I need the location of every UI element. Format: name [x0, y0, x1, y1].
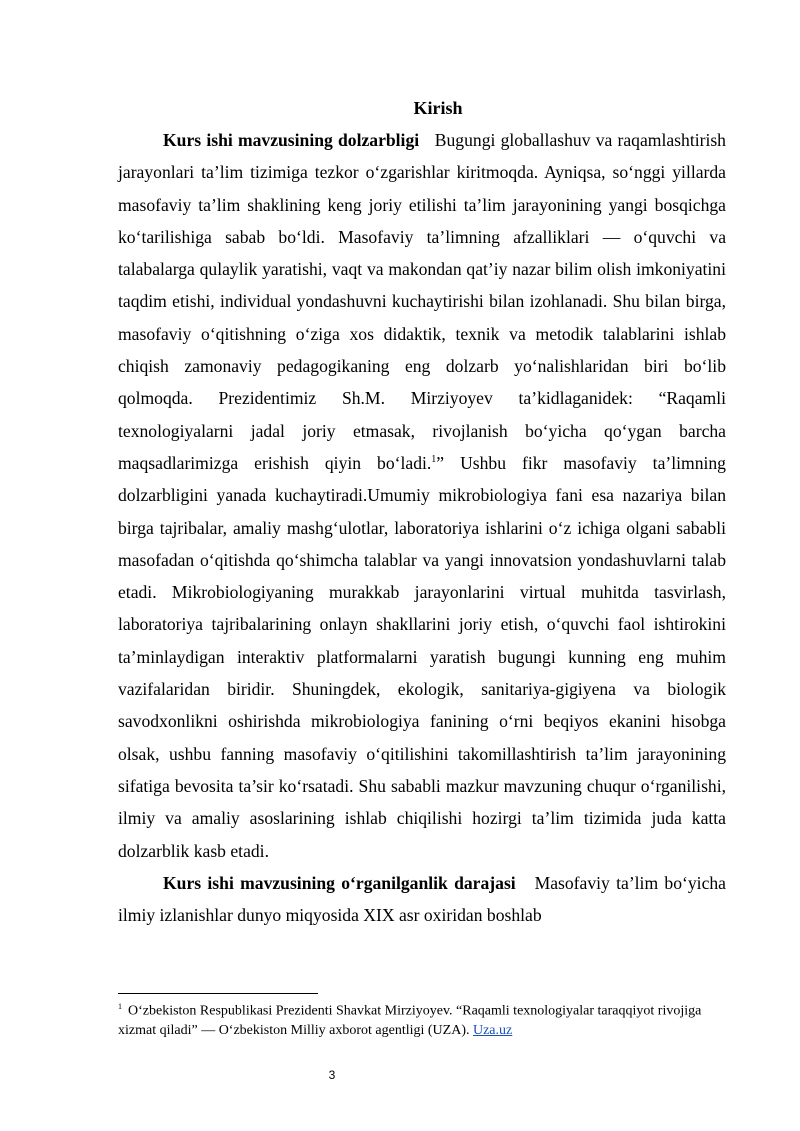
- body-text: [118, 124, 726, 931]
- paragraph-relevance: [118, 124, 726, 867]
- paragraph-text-relevance-a: Bugungi globallashuv va raqamlashtirish jarayonlari ta’lim tizimiga tezkor o‘zgarishlar kiritmoqda. Ayniqsa, so‘nggi yillarda masofaviy ta’lim shaklining keng joriy etilishi ta’lim jarayonining yangi bosqichga ko‘tarilishiga sabab bo‘ldi. Masofaviy ta’limning afzalliklari — o‘quvchi va talabalarga qulaylik yaratishi, vaqt va makondan qat’iy nazar bilim olish imkoniyatini taqdim etishi, individual yondashuvni kuchaytirishi bilan izohlanadi. Shu bilan birga, masofaviy o‘qitishning o‘ziga xos didaktik, texnik va metodik talablarini ishlab chiqish zamonaviy pedagogikaning eng dolzarb yo‘nalishlaridan biri bo‘lib qolmoqda. Prezidentimiz Sh.M. Mirziyoyev ta’kidlaganidek: “Raqamli texnologiyalarni jadal joriy etmasak, rivojlanish bo‘yicha qo‘ygan barcha maqsadlarimizga erishish qiyin bo‘ladi.: [118, 130, 726, 473]
- footnote-divider: [118, 993, 318, 994]
- footnote-link[interactable]: Uza.uz: [472, 1022, 513, 1038]
- footnote-mark: 1: [118, 1002, 122, 1011]
- footnote-text: O‘zbekiston Respublikasi Prezidenti Shavkat Mirziyoyev. “Raqamli texnologiyalar taraqqiyot rivojiga xizmat qiladi” — O‘zbekiston Milliy axborot agentligi (UZA).: [118, 1003, 702, 1038]
- page-number: 3: [328, 1068, 336, 1082]
- paragraph-study-level: [118, 867, 726, 932]
- paragraph-lead-relevance: Kurs ishi mavzusining dolzarbligi: [163, 130, 420, 150]
- footnote: [118, 997, 718, 1040]
- paragraph-text-relevance-b: ” Ushbu fikr masofaviy ta’limning dolzarbligini yanada kuchaytiradi.Umumiy mikrobiologiya fani esa nazariya bilan birga tajribalar, amaliy mashg‘ulotlar, laboratoriya ishlarini o‘z ichiga olgani sababli masofadan o‘qitishda qo‘shimcha talablar va yangi innovatsion yondashuvlarni talab etadi. Mikrobiologiyaning murakkab jarayonlarini virtual muhitda tasvirlash, laboratoriya tajribalarining onlayn shakllarini joriy etish, o‘quvchi faol ishtirokini ta’minlaydigan interaktiv platformalarni yaratish bugungi kunning eng muhim vazifalaridan biridir. Shuningdek, ekologik, sanitariya-gigiyena va biologik savodxonlikni oshirishda mikrobiologiya fanining o‘rni beqiyos ekanini hisobga olsak, ushbu fanning masofaviy o‘qitilishini takomillashtirish ta’lim jarayonining sifatiga bevosita ta’sir ko‘rsatadi. Shu sababli mazkur mavzuning chuqur o‘rganilishi, ilmiy va amaliy asoslarining ishlab chiqilishi hozirgi ta’lim tizimida juda katta dolzarblik kasb etadi.: [118, 452, 726, 861]
- paragraph-lead-study-level: Kurs ishi mavzusining o‘rganilganlik darajasi: [163, 872, 516, 893]
- paragraph-text-study-level: Masofaviy ta’lim bo‘yicha ilmiy izlanishlar dunyo miqyosida XIX asr oxiridan boshlab: [118, 872, 726, 926]
- footnote-reference[interactable]: 1: [431, 454, 437, 466]
- section-heading: Kirish: [413, 98, 463, 118]
